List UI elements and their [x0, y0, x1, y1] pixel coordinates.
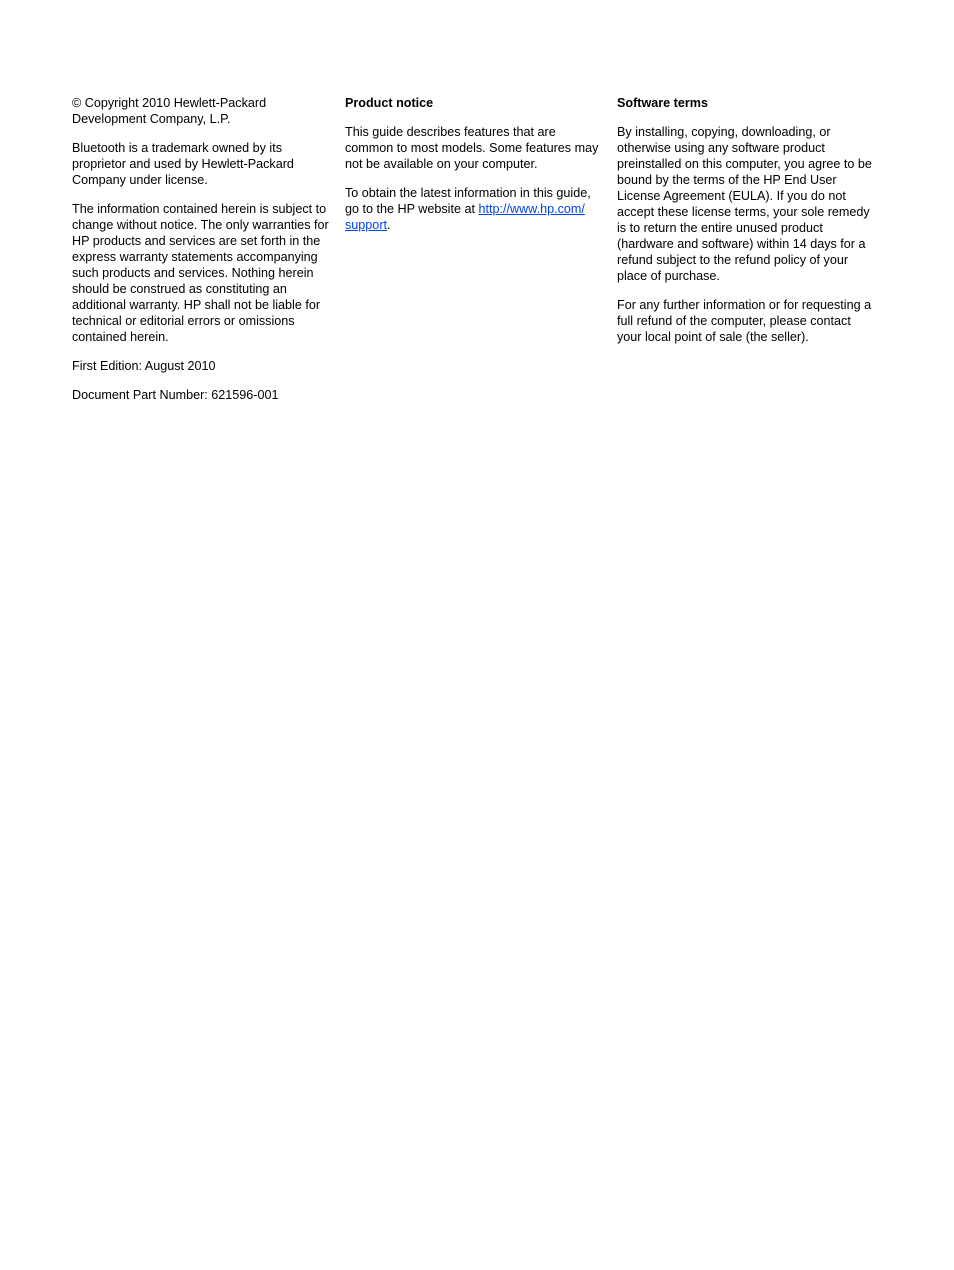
software-terms-heading: Software terms [617, 96, 708, 110]
latest-info-text [345, 185, 601, 233]
edition-text: First Edition: August 2010 [72, 359, 216, 373]
product-notice-heading: Product notice [345, 96, 434, 110]
legal-column [72, 95, 330, 416]
refund-info-text: For any further information or for requesting a full refund of the computer, please contact your local point of sale (the seller). [617, 298, 872, 344]
software-terms-text: By installing, copying, downloading, or otherwise using any software product preinstalled on this computer, you agree to be bound by the terms of the HP End User License Agreement (EULA). If you do not accept these license terms, your sole remedy is to return the entire unused product (hardware and software) within 14 days for a refund subject to the refund policy of your place of purchase. [617, 125, 872, 283]
hp-support-link-part1: http://www.hp.com/ [478, 202, 585, 216]
hp-support-link-part2: support [345, 218, 388, 232]
product-notice-text: This guide describes features that are common to most models. Some features may not be available on your computer. [345, 125, 599, 171]
product-notice-column [345, 95, 601, 246]
copyright-text: © Copyright 2010 Hewlett-Packard Development Company, L.P. [72, 96, 267, 126]
latest-info-suffix: . [387, 218, 391, 232]
information-disclaimer-text: The information contained herein is subject to change without notice. The only warranties for HP products and services are set forth in the express warranty statements accompanying such products and services. Nothing herein should be construed as constituting an additional warranty. HP shall not be liable for technical or editorial errors or omissions contained herein. [72, 202, 329, 344]
document-part-number: Document Part Number: 621596-001 [72, 388, 279, 402]
latest-info-prefix: To obtain the latest information in this guide, go to the HP website at [345, 186, 591, 216]
software-terms-column [617, 95, 875, 358]
bluetooth-trademark-text: Bluetooth is a trademark owned by its proprietor and used by Hewlett-Packard Company under license. [72, 141, 294, 187]
